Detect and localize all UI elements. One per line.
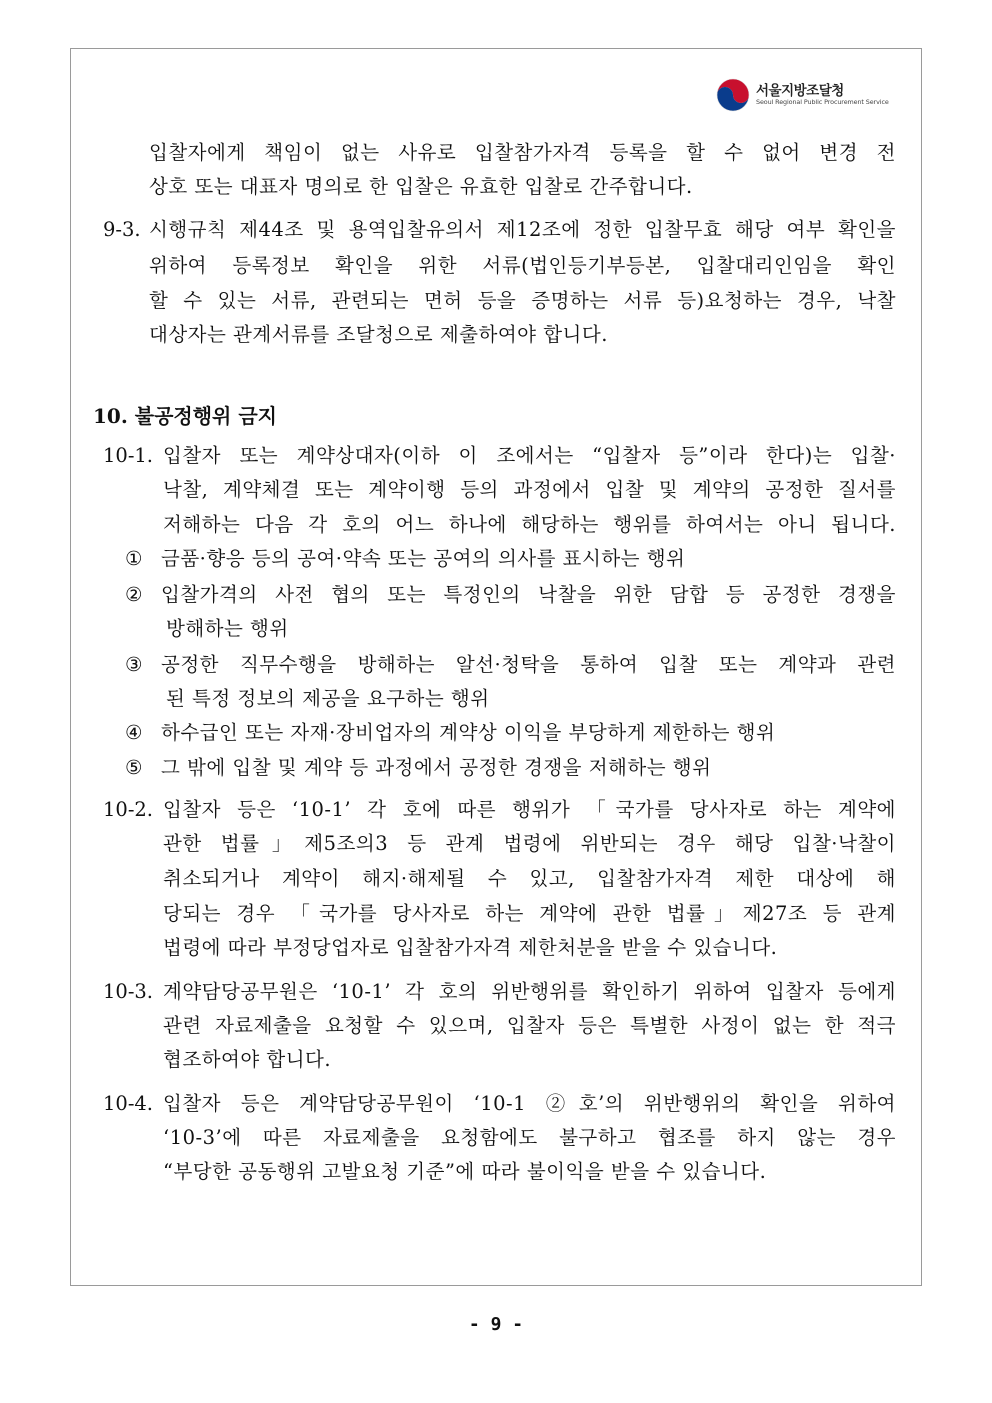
org-name-english: Seoul Regional Public Procurement Service (756, 98, 889, 106)
org-logo (716, 76, 906, 116)
clause-10-2-line-5: 법령에 따라 부정당업자로 입찰참가자격 제한처분을 받을 수 있습니다. (163, 936, 778, 959)
clause-9-3-line-1: 시행규칙 제44조 및 용역입찰유의서 제12조에 정한 입찰무효 해당 여부 확인을 (149, 218, 896, 241)
clause-10-4-line-1: 입찰자 등은 계약담당공무원이 ‘10-1 ②호’의 위반행위의 확인을 위하여 (163, 1092, 896, 1115)
clause-10-3-line-2: 관련 자료제출을 요청할 수 있으며, 입찰자 등은 특별한 사정이 없는 한 적극 (163, 1014, 896, 1037)
clause-10-2-line-4: 당되는 경우 「국가를 당사자로 하는 계약에 관한 법률」제27조 등 관계 (163, 902, 896, 925)
clause-9-3-line-2: 위하여 등록정보 확인을 위한 서류(법인등기부등본, 입찰대리인임을 확인 (149, 254, 896, 277)
item-4-mark: ④ (125, 721, 143, 744)
clause-10-3-line-3: 협조하여야 합니다. (163, 1048, 332, 1071)
intro-line-2: 상호 또는 대표자 명의로 한 입찰은 유효한 입찰로 간주합니다. (149, 175, 693, 198)
item-2-mark: ② (125, 583, 143, 606)
item-1-mark: ① (125, 547, 143, 570)
clause-9-3-number: 9-3. (103, 218, 141, 241)
org-name: 서울지방조달청 (756, 83, 844, 99)
item-4-line-1: 하수급인 또는 자재·장비업자의 계약상 이익을 부당하게 제한하는 행위 (161, 721, 776, 744)
item-5-line-1: 그 밖에 입찰 및 계약 등 과정에서 공정한 경쟁을 저해하는 행위 (161, 756, 712, 779)
page-number: - 9 - (468, 1314, 524, 1335)
clause-10-2-number: 10-2. (103, 798, 154, 821)
item-3-line-1: 공정한 직무수행을 방해하는 알선·청탁을 통하여 입찰 또는 계약과 관련 (161, 653, 896, 676)
clause-10-1-number: 10-1. (103, 444, 154, 467)
clause-10-4-line-2: ‘10-3’에 따른 자료제출을 요청함에도 불구하고 협조를 하지 않는 경우 (163, 1126, 896, 1149)
intro-line-1: 입찰자에게 책임이 없는 사유로 입찰참가자격 등록을 할 수 없어 변경 전 (149, 141, 896, 164)
item-5-mark: ⑤ (125, 756, 143, 779)
taegeuk-emblem-icon (716, 78, 750, 112)
item-2-line-1: 입찰가격의 사전 협의 또는 특정인의 낙찰을 위한 담합 등 공정한 경쟁을 (161, 583, 896, 606)
clause-10-4-number: 10-4. (103, 1092, 154, 1115)
clause-10-1-line-1: 입찰자 또는 계약상대자(이하 이 조에서는 “입찰자 등”이라 한다)는 입찰· (163, 444, 896, 467)
clause-10-2-line-2: 관한 법률」제5조의3 등 관계 법령에 위반되는 경우 해당 입찰·낙찰이 (163, 832, 896, 855)
clause-10-1-line-2: 낙찰, 계약체결 또는 계약이행 등의 과정에서 입찰 및 계약의 공정한 질서를 (163, 478, 896, 501)
clause-10-3-number: 10-3. (103, 980, 154, 1003)
section-10-title: 10. 불공정행위 금지 (93, 404, 277, 428)
item-2-line-2: 방해하는 행위 (166, 617, 289, 640)
clause-10-2-line-3: 취소되거나 계약이 해지·해제될 수 있고, 입찰참가자격 제한 대상에 해 (163, 867, 896, 890)
clause-10-1-line-3: 저해하는 다음 각 호의 어느 하나에 해당하는 행위를 하여서는 아니 됩니다. (163, 513, 896, 536)
clause-10-4-line-3: “부당한 공동행위 고발요청 기준”에 따라 불이익을 받을 수 있습니다. (163, 1160, 767, 1183)
item-1-line-1: 금품·향응 등의 공여·약속 또는 공여의 의사를 표시하는 행위 (161, 547, 686, 570)
item-3-mark: ③ (125, 653, 143, 676)
clause-10-3-line-1: 계약담당공무원은 ‘10-1’ 각 호의 위반행위를 확인하기 위하여 입찰자 등에게 (163, 980, 896, 1003)
clause-9-3-line-4: 대상자는 관계서류를 조달청으로 제출하여야 합니다. (149, 323, 608, 346)
clause-9-3-line-3: 할 수 있는 서류, 관련되는 면허 등을 증명하는 서류 등)요청하는 경우, 낙찰 (149, 289, 896, 312)
item-3-line-2: 된 특정 정보의 제공을 요구하는 행위 (166, 687, 490, 710)
clause-10-2-line-1: 입찰자 등은 ‘10-1’ 각 호에 따른 행위가 「국가를 당사자로 하는 계약에 (163, 798, 896, 821)
